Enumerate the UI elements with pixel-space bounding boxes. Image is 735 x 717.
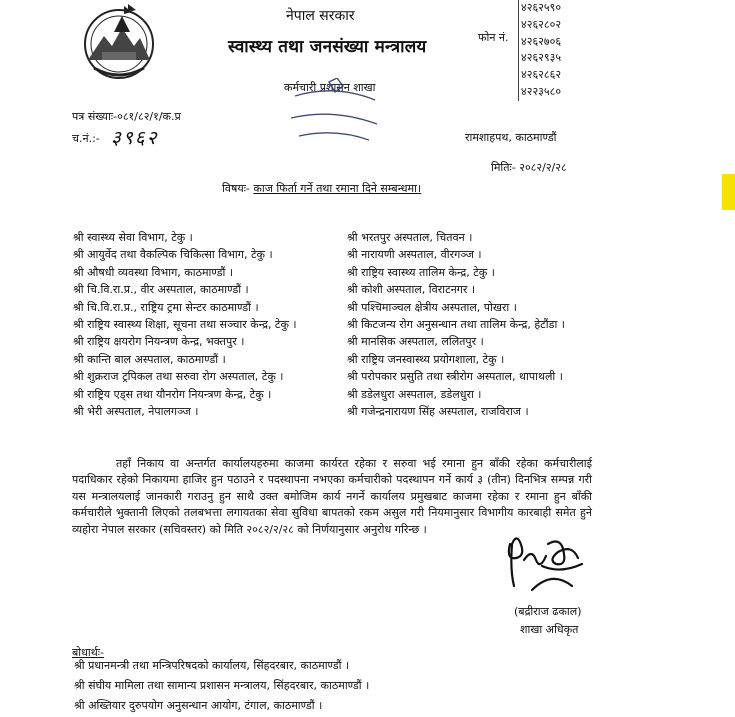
phone-number: ४२६२८०२ [518, 17, 578, 34]
cc-list [74, 657, 494, 717]
nepal-emblem-icon [74, 2, 164, 82]
cc-item: श्री संघीय मामिला तथा सामान्य प्रशासन मन्त्रालय, सिंहदरबार, काठमाण्डौं । [74, 679, 370, 692]
cc-item: श्री अख्तियार दुरुपयोग अनुसन्धान आयोग, टंगाल, काठमाण्डौं । [74, 699, 323, 712]
subject-label: विषयः- [222, 182, 250, 195]
recipient-item: श्री चि.वि.रा.प्र., राष्ट्रिय ट्रमा सेन्टर काठमाण्डौं । [73, 300, 259, 314]
recipient-item: श्री शुक्रराज ट्रपिकल तथा सरुवा रोग अस्पताल, टेकु । [73, 370, 284, 384]
phone-number: ४२२३५८० [518, 84, 578, 101]
recipient-item: श्री चि.वि.रा.प्र., वीर अस्पताल, काठमाण्डौं । [73, 283, 249, 297]
phone-list [518, 0, 578, 101]
dispatch-number: ३९६२ [111, 127, 159, 149]
recipient-item: श्री राष्ट्रिय स्वास्थ्य तालिम केन्द्र, टेकु । [347, 265, 495, 279]
government-title: नेपाल सरकार [286, 8, 355, 24]
recipient-item: श्री स्वास्थ्य सेवा विभाग, टेकु । [73, 231, 193, 244]
letter-date: मितिः- २०८२/२/२८ [491, 161, 567, 174]
ministry-title: स्वास्थ्य तथा जनसंख्या मन्त्रालय [228, 37, 427, 57]
highlight-marker [722, 174, 735, 210]
recipient-item: श्री मानसिक अस्पताल, ललितपुर । [347, 335, 484, 349]
office-address: रामशाहपथ, काठमाण्डौं [465, 131, 557, 144]
letter-body: तहाँ निकाय वा अन्तर्गत कार्यालयहरुमा काजमा कार्यरत रहेका र सरुवा भई रमाना हुन बाँकी रहेका कर्मचारीलाई पदाधिकार रहेको निकायमा हाजिर हुन पठाउने र पदस्थापना नभएका कर्मचारीको पदस्थापन गर्ने कार्य ३ (तीन) दिनभित्र सम्पन्न गरी यस मन्त्रालयलाई जानकारी गराउनु हुन साथै उक्त बमोजिम कार्य नगर्ने कार्यालय प्रमुखबाट काजमा रहेका र रमाना हुन बाँकी कर्मचारीले भुक्तानी लिएको तलबभत्ता लगायतका सेवा सुविधा बापतको रकम असुल गरी नियमानुसार विभागीय कारबाही समेत हुने व्यहोरा नेपाल सरकार (सचिवस्तर) को मिति २०८२/२/२८ को निर्णयानुसार अनुरोध गरिन्छ । [72, 457, 592, 536]
recipient-item: श्री डडेलधुरा अस्पताल, डडेलधुरा । [347, 387, 482, 401]
recipient-item: श्री भरतपुर अस्पताल, चितवन । [347, 231, 473, 244]
recipient-item: श्री औषधी व्यवस्था विभाग, काठमाण्डौं । [73, 265, 234, 279]
phone-number: ४२६२८६२ [518, 67, 578, 84]
recipient-item: श्री पश्चिमाञ्चल क्षेत्रीय अस्पताल, पोखरा । [347, 300, 517, 314]
phone-number: ४२६२७०६ [518, 34, 578, 51]
cc-item: श्री प्रधानमन्त्री तथा मन्त्रिपरिषदको कार्यालय, सिंहदरबार, काठमाण्डौं । [74, 659, 350, 672]
recipient-list-left [73, 229, 353, 420]
phone-number: ४२६२९३५ [518, 50, 578, 67]
recipient-item: श्री गजेन्द्रनारायण सिंह अस्पताल, राजविराज । [347, 404, 529, 418]
recipient-item: श्री नारायणी अस्पताल, वीरगञ्ज । [347, 248, 482, 262]
branch-title: कर्मचारी प्रशासन शाखा [284, 81, 376, 94]
recipient-item: श्री राष्ट्रिय जनस्वास्थ्य प्रयोगशाला, टेकु । [347, 352, 505, 366]
recipient-item: श्री कोशी अस्पताल, विराटनगर । [347, 283, 476, 297]
recipient-item: श्री भेरी अस्पताल, नेपालगञ्ज । [73, 404, 199, 418]
recipient-item: श्री परोपकार प्रसुति तथा स्त्रीरोग अस्पताल, थापाथली । [347, 370, 563, 384]
signatory-name: (बद्रीराज ढकाल) [514, 605, 582, 618]
recipient-item: श्री राष्ट्रिय एड्स तथा यौनरोग नियन्त्रण केन्द्र, टेकु । [73, 387, 272, 401]
cc-heading: बोधार्थः- [72, 646, 104, 659]
signatory-title: शाखा अधिकृत [520, 623, 579, 636]
phone-number: ४२६२५९० [518, 0, 578, 17]
subject-line [222, 181, 421, 196]
subject-text: काज फिर्ता गर्ने तथा रमाना दिने सम्बन्धमा। [253, 182, 422, 195]
phone-label: फोन नं. [478, 31, 509, 44]
official-stamp-icon [285, 78, 385, 144]
letter-number: पत्र संख्याः-०८१/८२/१/क.प्र [72, 110, 181, 123]
recipient-item: श्री किटजन्य रोग अनुसन्धान तथा तालिम केन्द्र, हेटौंडा । [347, 317, 565, 331]
recipient-item: श्री आयुर्वेद तथा वैकल्पिक चिकित्सा विभाग, टेकु । [73, 248, 273, 262]
recipient-item: श्री राष्ट्रिय स्वास्थ्य शिक्षा, सूचना तथा सञ्चार केन्द्र, टेकु । [73, 317, 297, 331]
recipient-list-right [347, 229, 647, 420]
dispatch-label: च.नं.:- [72, 132, 100, 145]
recipient-item: श्री कान्ति बाल अस्पताल, काठमाण्डौं । [73, 352, 226, 366]
recipient-item: श्री राष्ट्रिय क्षयरोग नियन्त्रण केन्द्र, भक्तपुर । [73, 335, 245, 349]
handwritten-signature-icon [502, 530, 592, 602]
